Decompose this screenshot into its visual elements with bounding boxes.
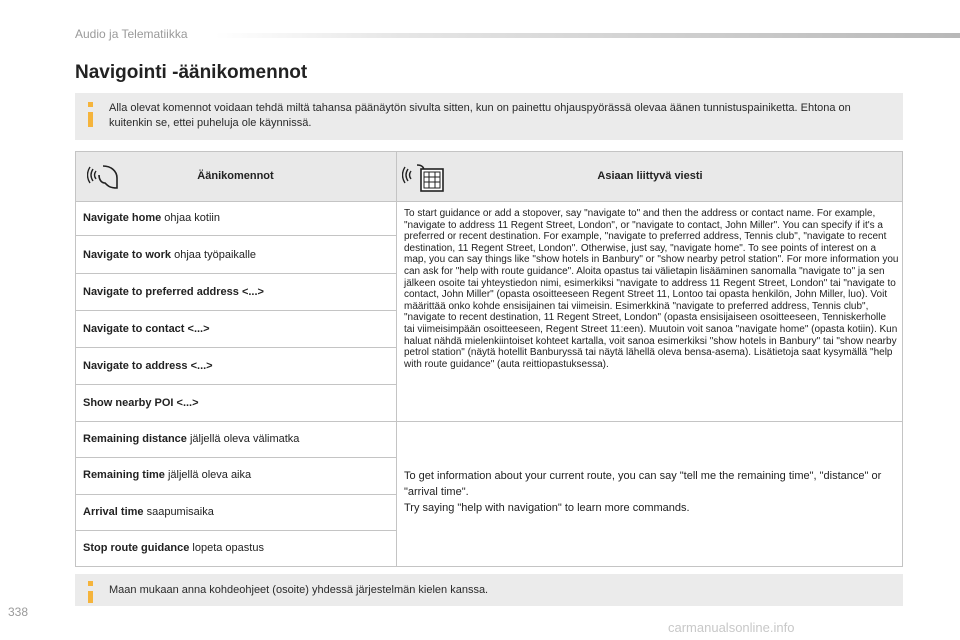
info-note-text: Maan mukaan anna kohdeohjeet (osoite) yhdessä järjestelmän kielen kanssa. [109,584,489,596]
message-route-info: To get information about your current route, you can say "tell me the remaining time", "distance" or "arrival time". Try saying "help with navigation" to learn more commands. [404,470,882,514]
command-stop-guidance: Stop route guidance lopeta opastus [83,542,264,554]
command-remaining-time: Remaining time jäljellä oleva aika [83,469,252,481]
command-show-poi: Show nearby POI <...> [83,397,199,409]
command-navigate-home: Navigate home ohjaa kotiin [83,212,220,224]
info-icon [88,581,93,603]
info-note [75,574,903,606]
command-arrival-time: Arrival time saapumisaika [83,506,214,518]
info-icon [88,102,93,127]
command-navigate-preferred: Navigate to preferred address <...> [83,286,264,298]
header-bar [215,33,960,38]
header-voice-commands: Äänikomennot [197,170,274,182]
voice-commands-table [75,151,903,567]
command-navigate-contact: Navigate to contact <...> [83,323,210,335]
table-border [75,151,903,567]
command-navigate-work: Navigate to work ohjaa työpaikalle [83,249,257,261]
watermark: carmanualsonline.info [668,620,795,635]
section-label: Audio ja Telematiikka [75,27,188,41]
page-title: Navigointi -äänikomennot [75,62,308,83]
header-related-message: Asiaan liittyvä viesti [597,170,703,182]
message-navigation: To start guidance or add a stopover, say "navigate to" and then the address or contact name. For example, "navigate to address 11 Regent Street, London", or "navigate to contact, John Miller". You can specify if it's a preferred or recent destination. For example, "navigate to preferred address, Tennis club", "navigate to recent destination, 11 Regent Street, London". Otherwise, just say, "navigate home". To see points of interest on a map, you can say things like "show hotels in Banbury" or "show nearby petrol station". For more information you can ask for "help with route guidance". Aloita opastus tai välietapin lisääminen sanomalla "navigate to" ja sen jälkeen osoite tai yhteystiedon nimi, esimerkiksi "navigate to address 11 Regent Street, London" tai "navigate to contact, John Miller" (opasta osoitteeseen Regent Street 11, Lontoo tai opasta henkilön, John Miller, luo). Voit määrittää onko kohde ensisijainen tai viimeisin. Esimerkkinä "navigate to preferred address, Tennis club", "navigate to recent destination, 11 Regent Street, London" (opasta ensisijaiseen osoitteeseen, Tenniskerholle tai viimeisimpään osoitteeseen, Regent Street 11:een). Muutoin voit sanoa "navigate home" (opasta kotiin). Kun haluat nähdä mielenkiintoiset kohteet kartalla, voit sanoa esimerkiksi "show hotels in Banbury" tai "show nearby petrol station" (näytä hotellit Banburyssä tai näytä lähellä oleva bensa-asema). Lisätietoja saat kysymällä "help with route guidance" (auta reittiopastuksessa). [404,208,899,370]
page-number: 338 [8,605,29,619]
command-navigate-address: Navigate to address <...> [83,360,213,372]
info-note [75,93,903,140]
command-remaining-distance: Remaining distance jäljellä oleva välimatka [83,433,300,445]
info-note-text: Alla olevat komennot voidaan tehdä miltä tahansa päänäytön sivulta sitten, kun on painettu ohjauspyörässä olevaa äänen tunnistuspainiketta. Ehtona on kuitenkin se, ettei puheluja ole käynnissä. [109,102,851,129]
